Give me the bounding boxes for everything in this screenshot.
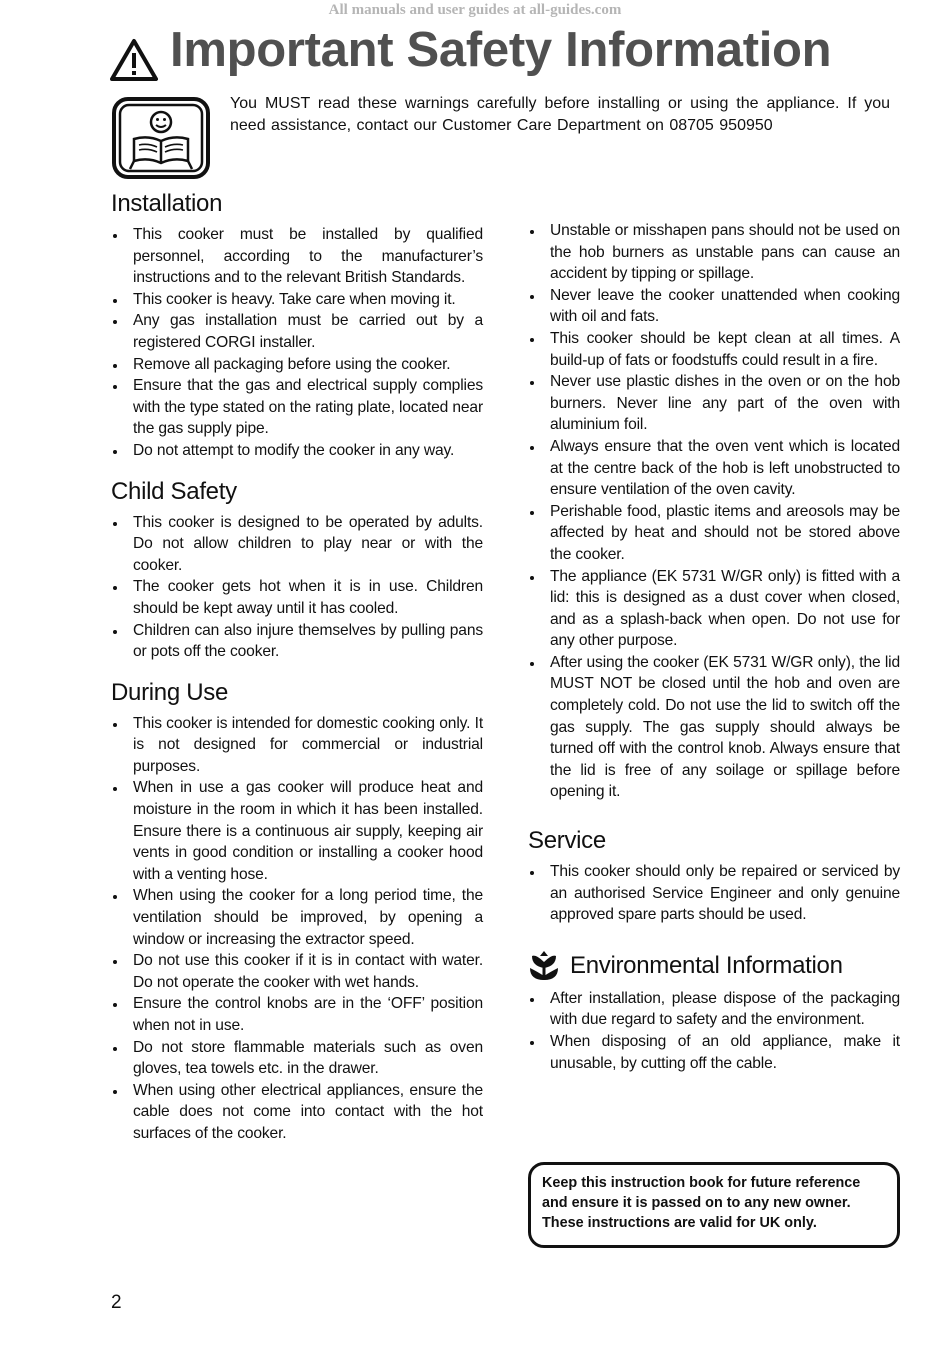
right-column xyxy=(528,220,900,1074)
service-section xyxy=(528,827,900,926)
service-heading: Service xyxy=(528,827,606,855)
left-column xyxy=(111,190,483,1145)
list-item: Do not store flammable materials such as oven gloves, tea towels etc. in the drawer. xyxy=(111,1037,483,1080)
list-item: When using other electrical appliances, ensure the cable does not come into contact with the hot surfaces of the cooker. xyxy=(111,1080,483,1145)
notice-line: These instructions are valid for UK only. xyxy=(542,1215,817,1231)
during-use-heading: During Use xyxy=(111,678,229,706)
during-use-continued xyxy=(528,220,900,803)
warning-triangle-icon xyxy=(110,38,158,82)
notice-line: Keep this instruction book for future reference xyxy=(542,1175,861,1191)
installation-section xyxy=(111,190,483,462)
title-row xyxy=(110,22,910,82)
child-safety-section xyxy=(111,478,483,663)
list-item: The appliance (EK 5731 W/GR only) is fitted with a lid: this is designed as a dust cover when closed, and as a splash-back when open. Do not use for any other purpose. xyxy=(528,566,900,652)
list-item: Do not attempt to modify the cooker in any way. xyxy=(111,440,483,462)
list-item: This cooker is heavy. Take care when moving it. xyxy=(111,289,483,311)
list-item: Do not use this cooker if it is in contact with water. Do not operate the cooker with wet hands. xyxy=(111,950,483,993)
list-item: This cooker is designed to be operated by adults. Do not allow children to play near or with the cooker. xyxy=(111,512,483,577)
page-title: Important Safety Information xyxy=(170,23,832,77)
installation-heading: Installation xyxy=(111,190,223,217)
person-reading-book-icon xyxy=(112,97,210,179)
page-number: 2 xyxy=(111,1292,122,1313)
list-item: Never leave the cooker unattended when cooking with oil and fats. xyxy=(528,285,900,328)
environment-heading-row xyxy=(528,950,900,982)
list-item: The cooker gets hot when it is in use. Children should be kept away until it has cooled. xyxy=(111,576,483,619)
list-item: Ensure that the gas and electrical supply complies with the type stated on the rating plate, located near the gas supply pipe. xyxy=(111,375,483,440)
list-item: Ensure the control knobs are in the ‘OFF’ position when not in use. xyxy=(111,993,483,1036)
list-item: Perishable food, plastic items and areosols may be affected by heat and should not be stored above the cooker. xyxy=(528,501,900,566)
environment-heading: Environmental Information xyxy=(570,951,843,979)
list-item: This cooker should be kept clean at all times. A build-up of fats or foodstuffs could result in a fire. xyxy=(528,328,900,371)
list-item: Remove all packaging before using the cooker. xyxy=(111,354,483,376)
list-item: After using the cooker (EK 5731 W/GR only), the lid MUST NOT be closed until the hob and oven are completely cold. Do not use the lid to switch off the gas supply. The gas supply should always be turned off with the control knob. Always ensure that the lid is free of any soilage or spillage before opening it. xyxy=(528,652,900,803)
watermark: All manuals and user guides at all-guides.com xyxy=(328,2,622,18)
list-item: This cooker must be installed by qualified personnel, according to the manufacturer’s instructions and to the relevant British Standards. xyxy=(111,224,483,289)
list-item: Always ensure that the oven vent which is located at the centre back of the hob is left unobstructed to ensure ventilation of the oven cavity. xyxy=(528,436,900,501)
list-item: After installation, please dispose of the packaging with due regard to safety and the environment. xyxy=(528,988,900,1031)
recycling-plant-icon xyxy=(528,950,560,982)
intro-text: You MUST read these warnings carefully before installing or using the appliance. If you need assistance, contact our Customer Care Department on 08705 950950 xyxy=(230,95,890,134)
notice-box xyxy=(528,1162,900,1248)
list-item: This cooker is intended for domestic cooking only. It is not designed for commercial or industrial purposes. xyxy=(111,713,483,778)
list-item: This cooker should only be repaired or serviced by an authorised Service Engineer and only genuine approved spare parts should be used. xyxy=(528,861,900,926)
list-item: When disposing of an old appliance, make it unusable, by cutting off the cable. xyxy=(528,1031,900,1074)
list-item: Never use plastic dishes in the oven or on the hob burners. Never line any part of the oven with aluminium foil. xyxy=(528,371,900,436)
list-item: Children can also injure themselves by pulling pans or pots off the cooker. xyxy=(111,620,483,663)
notice-line: and ensure it is passed on to any new owner. xyxy=(542,1195,851,1211)
child-safety-heading: Child Safety xyxy=(111,477,237,505)
list-item: When using the cooker for a long period time, the ventilation should be improved, by opening a window or increasing the extractor speed. xyxy=(111,885,483,950)
environment-section xyxy=(528,950,900,1074)
list-item: When in use a gas cooker will produce heat and moisture in the room in which it has been installed. Ensure there is a continuous air supply, keeping air vents in good condition or installing a cooker hood with a venting hose. xyxy=(111,777,483,885)
during-use-section xyxy=(111,679,483,1145)
list-item: Any gas installation must be carried out by a registered CORGI installer. xyxy=(111,310,483,353)
list-item: Unstable or misshapen pans should not be used on the hob burners as unstable pans can cause an accident by tipping or spillage. xyxy=(528,220,900,285)
